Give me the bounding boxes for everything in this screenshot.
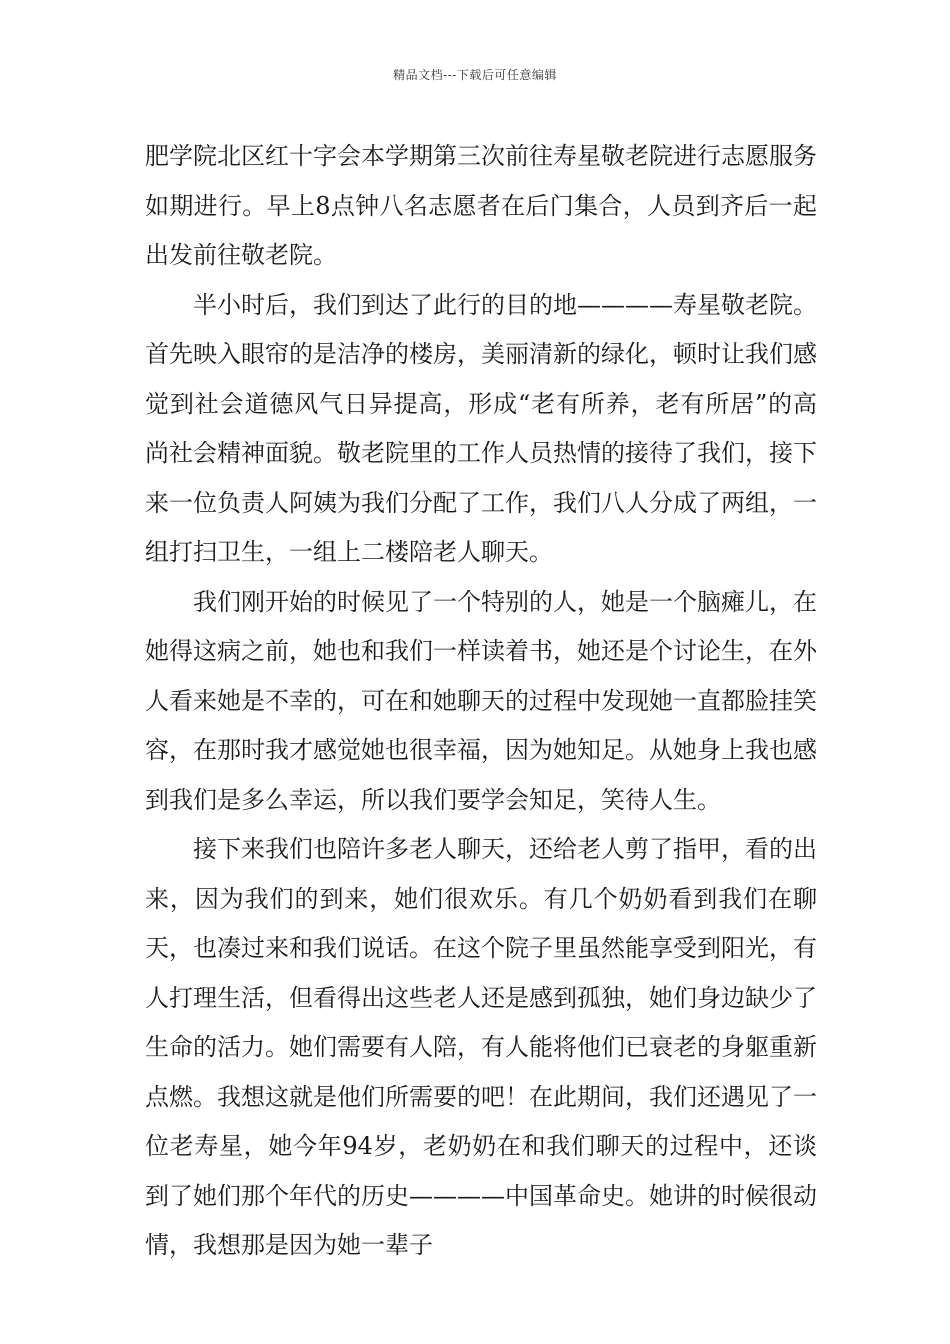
page-header: 精品文档---下载后可任意编辑 [393, 68, 557, 82]
paragraph-3: 我们刚开始的时候见了一个特别的人，她是一个脑瘫儿，在她得这病之前，她也和我们一样读着书，她还是个讨论生，在外人看来她是不幸的，可在和她聊天的过程中发现她一直都脸挂笑容，在那时我才感觉她也很幸福，因为她知足。从她身上我也感到我们是多么幸运，所以我们要学会知足，笑待人生。 [145, 587, 817, 814]
paragraph-1: 肥学院北区红十字会本学期第三次前往寿星敬老院进行志愿服务如期进行。早上8点钟八名志愿者在后门集合，人员到齐后一起出发前往敬老院。 [145, 142, 817, 269]
paragraph-2: 半小时后，我们到达了此行的目的地————寿星敬老院。首先映入眼帘的是洁净的楼房，美丽清新的绿化，顿时让我们感觉到社会道德风气日异提高，形成“老有所养，老有所居”的高尚社会精神面貌。敬老院里的工作人员热情的接待了我们，接下来一位负责人阿姨为我们分配了工作，我们八人分成了两组，一组打扫卫生，一组上二楼陪老人聊天。 [145, 290, 817, 566]
paragraph-4: 接下来我们也陪许多老人聊天，还给老人剪了指甲，看的出来，因为我们的到来，她们很欢乐。有几个奶奶看到我们在聊天，也凑过来和我们说话。在这个院子里虽然能享受到阳光，有人打理生活，但看得出这些老人还是感到孤独，她们身边缺少了生命的活力。她们需要有人陪，有人能将他们已衰老的身躯重新点燃。我想这就是他们所需要的吧！在此期间，我们还遇见了一位老寿星，她今年94岁，老奶奶在和我们聊天的过程中，还谈到了她们那个年代的历史————中国革命史。她讲的时候很动情，我想那是因为她一辈子 [145, 835, 817, 1259]
document-body [145, 132, 817, 1271]
